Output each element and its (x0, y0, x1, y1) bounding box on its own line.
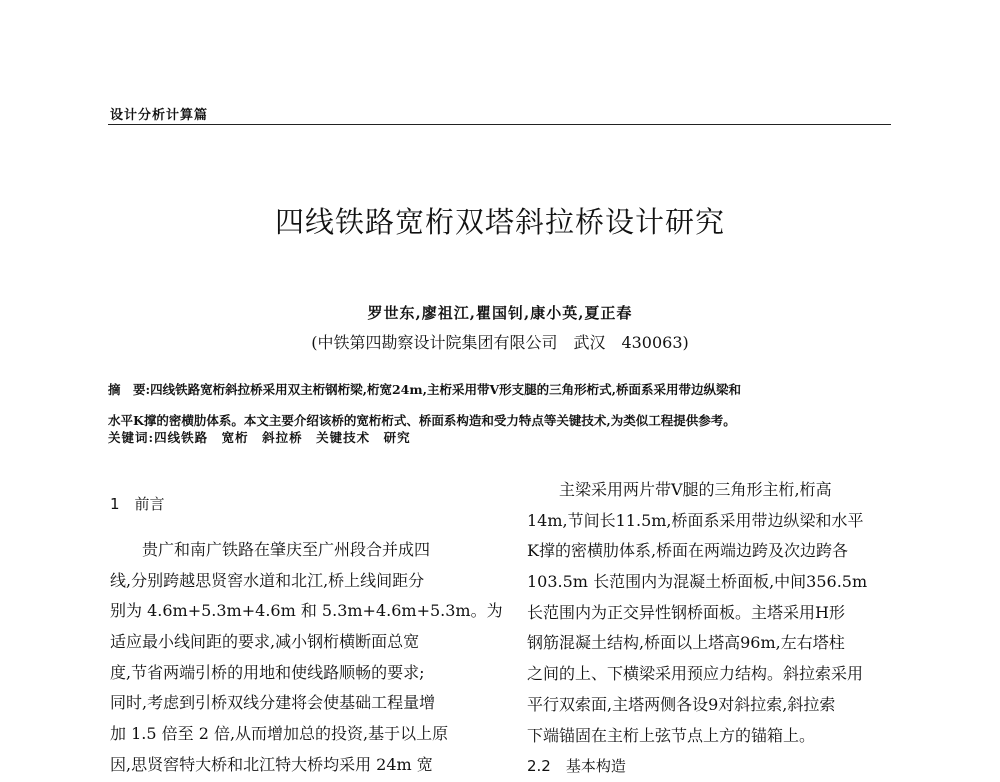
body-line: K撑的密横肋体系,桥面在两端边跨及次边跨各 (527, 541, 849, 561)
abstract-line-1 (108, 378, 894, 409)
abstract-label: 摘 要: (108, 382, 151, 397)
body-line: 贵广和南广铁路在肇庆至广州段合并成四 (110, 540, 431, 559)
body-line: 加 1.5 倍至 2 倍,从而增加总的投资,基于以上原 (110, 724, 449, 744)
body-line: 之间的上、下横梁采用预应力结构。斜拉索采用 (527, 664, 864, 684)
section-heading-basic-structure: 2.2 基本构造 (527, 757, 626, 776)
running-header: 设计分析计算篇 (110, 108, 209, 123)
abstract-line-2: 水平K撑的密横肋体系。本文主要介绍该桥的宽桁桁式、桥面系构造和受力特点等关键技术,为类似工程提供参考。 (108, 412, 736, 428)
body-line: 主梁采用两片带V腿的三角形主桁,桁高 (527, 480, 832, 499)
authors: 罗世东,廖祖江,瞿国钊,康小英,夏正春 (367, 304, 633, 322)
body-line: 别为 4.6m+5.3m+4.6m 和 5.3m+4.6m+5.3m。为 (110, 601, 503, 621)
body-line: 同时,考虑到引桥双线分建将会使基础工程量增 (110, 693, 436, 713)
header-rule (108, 124, 891, 125)
body-line: 线,分别跨越思贤窖水道和北江,桥上线间距分 (110, 570, 425, 590)
body-line: 103.5m 长范围内为混凝土桥面板,中间356.5m (527, 572, 868, 592)
body-line: 平行双索面,主塔两侧各设9对斜拉索,斜拉索 (527, 694, 836, 714)
affiliation: (中铁第四勘察设计院集团有限公司 武汉 430063) (311, 333, 689, 352)
body-line: 度,节省两端引桥的用地和使线路顺畅的要求; (110, 662, 425, 682)
abstract-text-1: 四线铁路宽桁斜拉桥采用双主桁钢桁梁,桁宽24m,主桁采用带V形支腿的三角形桁式,桥面系采用带边纵梁和 (150, 382, 742, 397)
keywords (108, 428, 894, 446)
right-column (527, 475, 897, 782)
body-line: 钢筋混凝土结构,桥面以上塔高96m,左右塔柱 (527, 633, 845, 653)
body-line: 长范围内为正交异性钢桥面板。主塔采用H形 (527, 602, 845, 622)
body-line: 下端锚固在主桁上弦节点上方的锚箱上。 (527, 725, 816, 745)
left-column (110, 535, 503, 781)
body-line: 适应最小线间距的要求,减小钢桁横断面总宽 (110, 632, 420, 652)
keywords-label: 关键词: (108, 430, 155, 445)
keywords-text: 四线铁路 宽桁 斜拉桥 关键技术 研究 (154, 430, 411, 445)
body-line: 14m,节间长11.5m,桥面系采用带边纵梁和水平 (527, 510, 864, 530)
body-line: 因,思贤窖特大桥和北江特大桥均采用 24m 宽 (110, 754, 433, 774)
section-heading-intro: 1 前言 (110, 495, 165, 513)
paper-title: 四线铁路宽桁双塔斜拉桥设计研究 (274, 205, 725, 239)
